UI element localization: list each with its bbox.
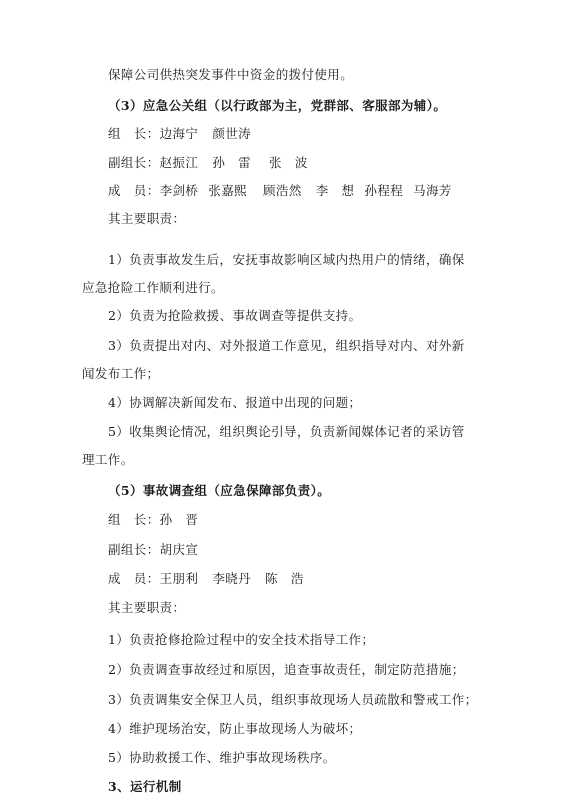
leader-name: 边海宁	[159, 126, 199, 141]
group5-duty-1: 1）负责抢修抢险过程中的安全技术指导工作；	[108, 632, 375, 647]
leader-label: 组 长：	[108, 126, 160, 141]
group5-members-row	[108, 571, 304, 587]
deputy-name: 张 波	[269, 155, 308, 170]
group3-leader-row	[108, 126, 251, 142]
group3-deputy-row	[108, 155, 308, 171]
deputy-name: 胡庆宣	[159, 542, 199, 557]
group3-duty-4: 4）协调解决新闻发布、报道中出现的问题；	[108, 395, 362, 410]
group5-duty-2: 2）负责调查事故经过和原因，追查事故责任，制定防范措施；	[108, 662, 465, 677]
group3-members-row	[108, 183, 452, 199]
group5-duty-3: 3）负责调集安全保卫人员，组织事故现场人员疏散和警戒工作；	[108, 692, 478, 707]
intro-paragraph-end: 保障公司供热突发事件中资金的拨付使用。	[108, 67, 354, 82]
group3-duty-1: 1）负责事故发生后，安抚事故影响区域内热用户的情绪，确保	[108, 252, 465, 267]
group3-duty-3-cont: 闻发布工作；	[82, 366, 160, 381]
member-name: 李晓丹	[212, 571, 252, 586]
group5-duties-intro: 其主要职责：	[108, 600, 186, 615]
section-3-heading: 3、运行机制	[108, 779, 182, 794]
deputy-label: 副组长：	[108, 155, 160, 170]
group5-deputy-row	[108, 542, 198, 558]
deputy-label: 副组长：	[108, 542, 160, 557]
member-name: 李 想	[315, 183, 355, 198]
group3-heading: （3）应急公关组（以行政部为主，党群部、客服部为辅）。	[108, 98, 447, 113]
group3-duties-intro: 其主要职责：	[108, 211, 186, 226]
leader-label: 组 长：	[108, 512, 160, 527]
group3-duty-5-cont: 理工作。	[82, 452, 134, 467]
group5-duty-4: 4）维护现场治安，防止事故现场人为破坏；	[108, 721, 362, 736]
group5-heading: （5）事故调查组（应急保障部负责）。	[108, 483, 331, 498]
group3-duty-2: 2）负责为抢险救援、事故调查等提供支持。	[108, 308, 362, 323]
member-name: 李剑桥	[159, 183, 199, 198]
group3-duty-3: 3）负责提出对内、对外报道工作意见，组织指导对内、对外新	[108, 338, 465, 353]
member-name: 王朋利	[159, 571, 199, 586]
member-name: 马海芳	[413, 183, 452, 198]
group3-duty-5: 5）收集舆论情况，组织舆论引导，负责新闻媒体记者的采访管	[108, 424, 465, 439]
member-name: 陈 浩	[265, 571, 304, 586]
deputy-name: 赵振江	[159, 155, 199, 170]
member-name: 张嘉熙	[208, 183, 248, 198]
members-label: 成 员：	[108, 183, 160, 198]
leader-name: 孙 晋	[159, 512, 199, 527]
deputy-name: 孙 雷	[212, 155, 252, 170]
member-name: 孙程程	[364, 183, 404, 198]
members-label: 成 员：	[108, 571, 160, 586]
group5-duty-5: 5）协助救援工作、维护事故现场秩序。	[108, 750, 336, 765]
group3-duty-1-cont: 应急抢险工作顺利进行。	[82, 280, 224, 295]
leader-name: 颜世涛	[212, 126, 252, 141]
group5-leader-row	[108, 512, 198, 528]
member-name: 顾浩然	[263, 183, 302, 198]
